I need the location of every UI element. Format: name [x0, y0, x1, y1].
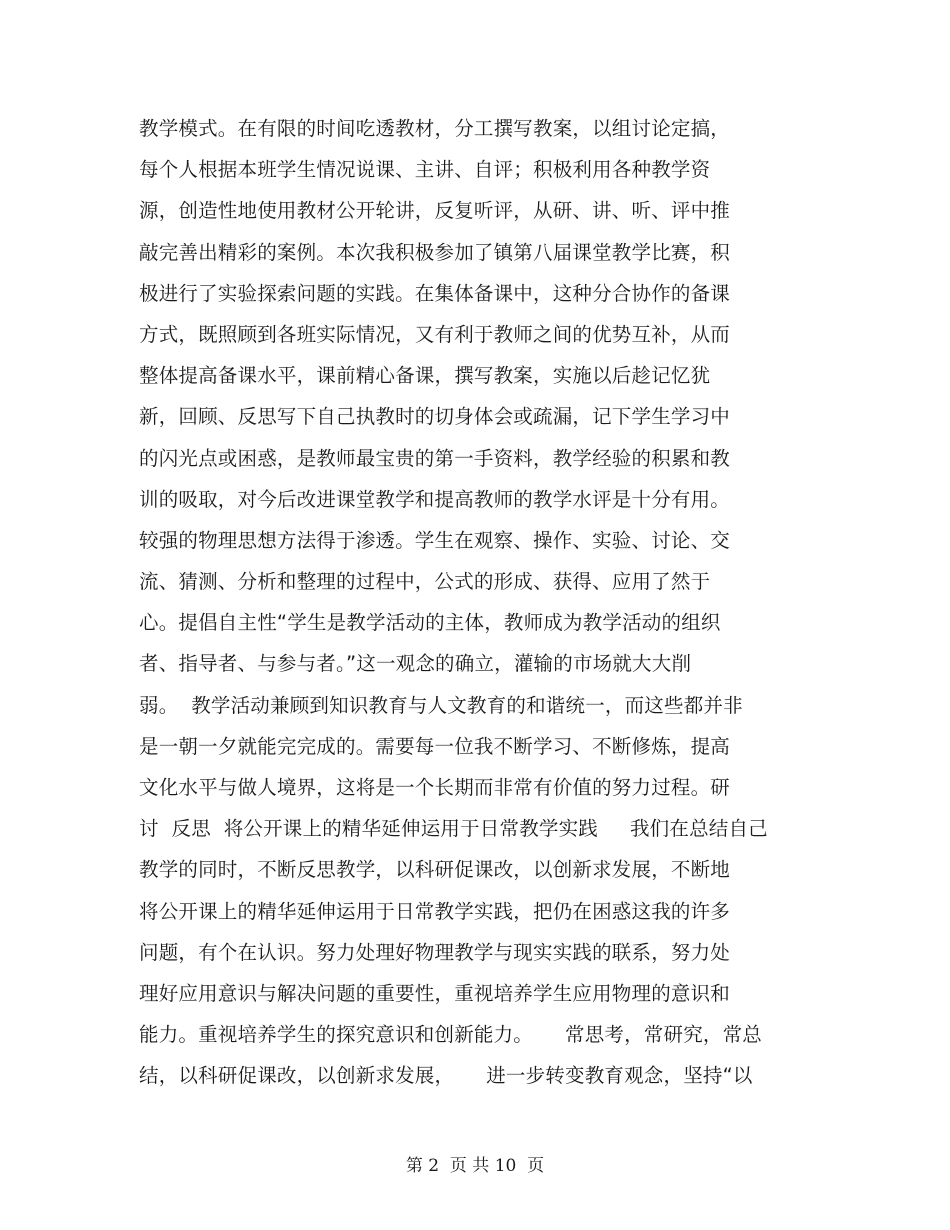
text-line: 能力。重视培养学生的探究意识和创新能力。 常思考，常研究，常总: [139, 1023, 762, 1047]
text-line: 结，以科研促课改，以创新求发展， 进一步转变教育观念，坚持“以: [139, 1064, 753, 1088]
text-line: 弱。 教学活动兼顾到知识教育与人文教育的和谐统一，而这些都并非: [139, 693, 743, 717]
text-line: 教学模式。在有限的时间吃透教材，分工撰写教案，以组讨论定搞，: [139, 117, 731, 140]
body-text: [139, 108, 839, 1097]
text-line: 极进行了实验探索问题的实践。在集体备课中，这种分合协作的备课: [139, 281, 731, 305]
text-line: 敲完善出精彩的案例。本次我积极参加了镇第八届课堂教学比赛，积: [139, 240, 731, 264]
text-line: 新，回顾、反思写下自己执教时的切身体会或疏漏，记下学生学习中: [139, 405, 731, 429]
text-line: 文化水平与做人境界，这将是一个长期而非常有价值的努力过程。研: [139, 776, 731, 799]
text-line: 的闪光点或困惑，是教师最宝贵的第一手资料，教学经验的积累和教: [139, 446, 731, 470]
text-line: 教学的同时，不断反思教学，以科研促课改，以创新求发展，不断地: [139, 858, 731, 882]
text-line: 心。提倡自主性“学生是教学活动的主体，教师成为教学活动的组织: [139, 611, 721, 635]
text-line: 将公开课上的精华延伸运用于日常教学实践，把仍在困惑这我的许多: [139, 899, 731, 923]
text-line: 源，创造性地使用教材公开轮讲，反复听评，从研、讲、听、评中推: [139, 199, 731, 223]
text-line: 理好应用意识与解决问题的重要性，重视培养学生应用物理的意识和: [139, 981, 731, 1005]
page-number-footer: 第 2 页 共 10 页: [405, 1156, 545, 1176]
text-line: 讨 反思 将公开课上的精华延伸运用于日常教学实践 我们在总结自己: [139, 817, 768, 841]
text-line: 较强的物理思想方法得于渗透。学生在观察、操作、实验、讨论、交: [139, 528, 731, 552]
text-line: 整体提高备课水平，课前精心备课，撰写教案，实施以后趁记忆犹: [139, 364, 711, 388]
text-line: 方式，既照顾到各班实际情况，又有利于教师之间的优势互补，从而: [139, 322, 731, 346]
text-line: 者、指导者、与参与者。”这一观念的确立，灌输的市场就大大削: [139, 652, 692, 676]
text-line: 问题，有个在认识。努力处理好物理教学与现实实践的联系，努力处: [139, 940, 731, 964]
text-line: 每个人根据本班学生情况说课、主讲、自评；积极利用各种教学资: [139, 158, 711, 182]
text-line: 流、猜测、分析和整理的过程中，公式的形成、获得、应用了然于: [139, 570, 711, 594]
text-line: 是一朝一夕就能完完成的。需要每一位我不断学习、不断修炼，提高: [139, 734, 731, 758]
text-line: 训的吸取，对今后改进课堂教学和提高教师的教学水评是十分有用。: [139, 487, 731, 511]
